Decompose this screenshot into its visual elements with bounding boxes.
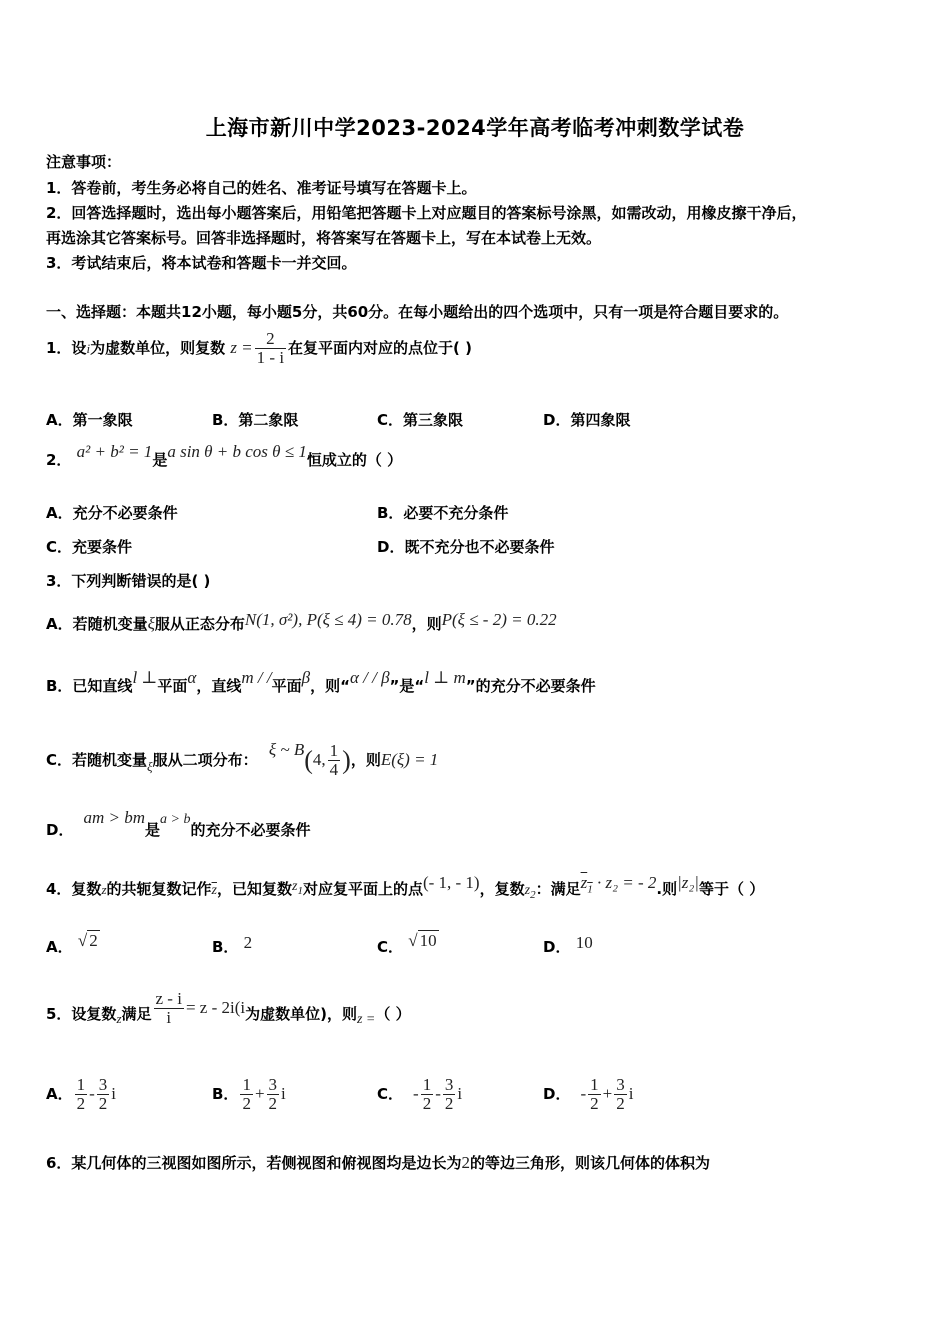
question-6	[46, 1153, 710, 1173]
q5-frac-num: z - i	[155, 989, 182, 1008]
q5-fraction	[154, 990, 184, 1027]
q5-text-4: （ ）	[375, 1005, 411, 1023]
q1-option-c[interactable]: C．第三象限	[377, 411, 464, 429]
q3-option-b[interactable]	[46, 668, 596, 696]
q5b-frac-2	[267, 1076, 280, 1113]
q5c-label: C．	[377, 1085, 404, 1103]
q4-z2-letter: z	[524, 883, 531, 898]
q3c-text-3: ，则	[350, 751, 381, 769]
q5a-n2: 3	[98, 1075, 108, 1094]
q4c-label: C．	[377, 938, 404, 956]
notice-item-2: 2．回答选择题时，选出每小题答案后，用铅笔把答题卡上对应题目的答案标号涂黑，如需改动，用橡皮擦干净后，	[46, 204, 807, 222]
notice-heading: 注意事项：	[46, 153, 122, 171]
q4-z1-letter: z	[291, 879, 298, 894]
q5b-n2: 3	[268, 1075, 278, 1094]
q5d-frac-1	[588, 1076, 601, 1113]
q3b-math-3: m / /	[241, 668, 272, 687]
q1-option-a[interactable]: A．第一象限	[46, 411, 133, 429]
q1-z: z =	[230, 338, 253, 357]
q5b-n1: 1	[242, 1075, 251, 1094]
q4-eq-text: · z₂ = - 2	[596, 873, 657, 892]
q4-point: (- 1, - 1)	[422, 873, 480, 892]
q3b-math-4: β	[301, 668, 311, 687]
q5d-frac-2	[614, 1076, 627, 1113]
q1-frac-den: 1 - i	[256, 348, 285, 367]
q3c-frac-num: 1	[329, 741, 339, 760]
q4-option-b[interactable]	[212, 933, 253, 957]
q3d-text-1: D．	[46, 821, 74, 839]
q1-option-d[interactable]: D．第四象限	[543, 411, 631, 429]
q5a-i: i	[111, 1084, 117, 1103]
q3a-text-1: A．若随机变量	[46, 615, 148, 633]
q5-option-a[interactable]	[46, 1072, 116, 1116]
q4c-radicand: 10	[419, 931, 437, 950]
q4-text-1: 4．复数	[46, 880, 102, 898]
page-title: 上海市新川中学2023-2024学年高考临考冲刺数学试卷	[205, 116, 745, 140]
q4-z1bar: $z_1$	[580, 873, 593, 896]
q5c-frac-1	[421, 1076, 434, 1113]
q5-text-1: 5．设复数	[46, 1005, 117, 1023]
q4b-value: 2	[243, 933, 253, 952]
q4b-label: B．	[212, 938, 239, 956]
q3d-text-3: 的充分不必要条件	[190, 821, 311, 839]
notice-item-1: 1．答卷前，考生务必将自己的姓名、准考证号填写在答题卡上。	[46, 179, 477, 197]
q5c-n1: 1	[422, 1075, 432, 1094]
q5d-sign: -	[580, 1084, 587, 1103]
q4-text-7: .则	[656, 880, 678, 898]
q1-text-1: 1．设	[46, 339, 87, 357]
q5d-n1: 1	[590, 1075, 599, 1094]
q2-option-a[interactable]: A．充分不必要条件	[46, 504, 178, 522]
q3b-text-4: 平面	[271, 677, 302, 695]
q3b-text-1: B．已知直线	[46, 677, 133, 695]
q4a-radicand: 2	[89, 931, 98, 950]
q5a-frac-1	[75, 1076, 88, 1113]
q5d-op: +	[602, 1084, 613, 1103]
q5b-d1: 2	[242, 1094, 251, 1113]
q3-option-a[interactable]	[46, 610, 557, 634]
q3b-math-1: l ⊥	[132, 668, 158, 687]
q5a-d1: 2	[76, 1094, 86, 1113]
q4-text-6: ：满足	[535, 880, 581, 898]
q3b-math-2: α	[187, 668, 197, 687]
question-1	[46, 330, 472, 367]
q4d-label: D．	[543, 938, 571, 956]
q6-text-2: 的等边三角形，则该几何体的体积为	[469, 1154, 710, 1172]
q4-option-c[interactable]	[377, 931, 439, 957]
q4-abs: |z₂|	[677, 873, 699, 892]
q3b-text-2: 平面	[157, 677, 188, 695]
q3b-math-5: α / / β	[349, 668, 390, 687]
section-heading: 一、选择题：本题共12小题，每小题5分，共60分。在每小题给出的四个选项中，只有一项是符合题目要求的。	[46, 303, 789, 321]
q3b-text-3: ，直线	[196, 677, 242, 695]
q2-math-1: a² + b² = 1	[76, 442, 153, 461]
notice-item-3: 3．考试结束后，将本试卷和答题卡一并交回。	[46, 254, 357, 272]
q5b-d2: 2	[268, 1094, 278, 1113]
q5b-i: i	[281, 1084, 286, 1103]
q5-text-2: 满足	[121, 1005, 152, 1023]
q5a-d2: 2	[98, 1094, 108, 1113]
q3c-paren-open: (	[304, 745, 313, 775]
question-2	[46, 442, 403, 470]
q6-text-1: 6．某几何体的三视图如图所示，若侧视图和俯视图均是边长为	[46, 1154, 462, 1172]
q4-option-a[interactable]	[46, 931, 100, 957]
q1-text-3: 在复平面内对应的点位于( )	[288, 339, 472, 357]
q2-math-2: a sin θ + b cos θ ≤ 1	[167, 442, 307, 461]
q4-text-8: 等于（ ）	[698, 880, 765, 898]
q5c-i: i	[457, 1084, 463, 1103]
q5c-d1: 2	[422, 1094, 432, 1113]
q5-option-b[interactable]	[212, 1072, 286, 1116]
q5c-frac-2	[443, 1076, 456, 1113]
q5-frac-den: i	[166, 1008, 172, 1027]
q4-z2: $z_2$	[524, 883, 536, 901]
q3a-math-1: N(1, σ²), P(ξ ≤ 4) = 0.78	[244, 610, 412, 629]
q2-option-d[interactable]: D．既不充分也不必要条件	[377, 538, 555, 556]
q4-text-3: ，已知复数	[216, 880, 292, 898]
q4d-value: 10	[575, 933, 593, 952]
q3c-n: 4,	[312, 750, 326, 769]
q3c-text-1: C．若随机变量	[46, 751, 148, 769]
q3c-paren-close: )	[342, 745, 351, 775]
q1-text-2: 为虚数单位，则复数	[90, 339, 226, 357]
q4c-value: √ 10	[408, 931, 437, 950]
q5a-frac-2	[97, 1076, 110, 1113]
q5d-d1: 2	[590, 1094, 599, 1113]
notice-item-2-cont: 再选涂其它答案标号。回答非选择题时，将答案写在答题卡上，写在本试卷上无效。	[46, 229, 602, 247]
q2-text-1: 是	[152, 451, 168, 469]
q3a-text-2: 服从正态分布	[154, 615, 245, 633]
q5a-label: A．	[46, 1085, 73, 1103]
q4-text-4: 对应复平面上的点	[302, 880, 423, 898]
q4-equation	[580, 873, 657, 896]
q5b-op: +	[254, 1084, 265, 1103]
q3c-frac-den: 4	[329, 760, 339, 779]
q4-text-2: 的共轭复数记作	[106, 880, 212, 898]
q5d-d2: 2	[616, 1094, 625, 1113]
q3-option-d[interactable]	[46, 808, 311, 842]
q5-text-3: 为虚数单位)，则	[245, 1005, 357, 1023]
q1-option-b[interactable]: B．第二象限	[212, 411, 299, 429]
q6-number: 2	[461, 1153, 470, 1172]
q3b-text-5: ，则“	[310, 677, 350, 695]
q2-number: 2．	[46, 451, 72, 469]
q5-z-equals: z =	[356, 1012, 376, 1027]
q5b-frac-1	[240, 1076, 253, 1113]
q5-option-d[interactable]	[543, 1072, 633, 1116]
question-3-stem: 3．下列判断错误的是( )	[46, 572, 211, 590]
q5d-label: D．	[543, 1085, 571, 1103]
q3c-text-2: 服从二项分布：	[152, 751, 258, 769]
q5-equation: = z - 2i(i	[185, 998, 246, 1017]
q5c-op: -	[435, 1084, 441, 1103]
q4a-value: √ 2	[77, 931, 98, 950]
q4-text-5: ，复数	[479, 880, 525, 898]
q3c-math-1: ξ ~ B	[268, 740, 305, 759]
q1-fraction	[255, 330, 286, 367]
q3a-math-2: P(ξ ≤ - 2) = 0.22	[441, 610, 557, 629]
q5c-d2: 2	[444, 1094, 454, 1113]
q4-z1: $z_1$	[291, 879, 303, 897]
q2-text-2: 恒成立的（ ）	[306, 451, 403, 469]
q3d-math-1: am > bm	[83, 808, 145, 827]
q5d-n2: 3	[616, 1075, 625, 1094]
q3b-math-6: l ⊥ m	[424, 668, 466, 687]
q3c-math-2: E(ξ) = 1	[380, 750, 439, 769]
q5b-label: B．	[212, 1085, 239, 1103]
q3a-text-3: ，则	[411, 615, 442, 633]
q3d-text-2: 是	[144, 821, 160, 839]
q5-z: z	[116, 1011, 122, 1026]
q3-option-c[interactable]	[46, 737, 438, 783]
q1-frac-num: 2	[255, 330, 286, 349]
q5a-op: -	[89, 1084, 95, 1103]
question-5	[46, 989, 411, 1036]
q3b-text-6: ”是“	[389, 677, 425, 695]
q3b-text-7: ”的充分不必要条件	[465, 677, 596, 695]
q5a-n1: 1	[76, 1075, 86, 1094]
q3c-xi: ξ	[147, 759, 153, 774]
q5c-n2: 3	[444, 1075, 454, 1094]
q3a-xi: ξ	[147, 614, 155, 633]
question-4	[46, 873, 765, 905]
q4-zbar: $\overline{z}$	[211, 883, 217, 898]
q4-z: z	[101, 882, 107, 897]
q4-option-d[interactable]	[543, 933, 593, 957]
q2-option-b[interactable]: B．必要不充分条件	[377, 504, 509, 522]
q3d-math-2: a > b	[160, 812, 191, 827]
q2-option-c[interactable]: C．充要条件	[46, 538, 133, 556]
q5d-i: i	[628, 1084, 634, 1103]
q3c-fraction	[328, 742, 341, 779]
q5c-sign: -	[413, 1084, 419, 1103]
q4a-label: A．	[46, 938, 73, 956]
q1-i: i	[86, 341, 91, 356]
q5-option-c[interactable]	[377, 1072, 462, 1116]
